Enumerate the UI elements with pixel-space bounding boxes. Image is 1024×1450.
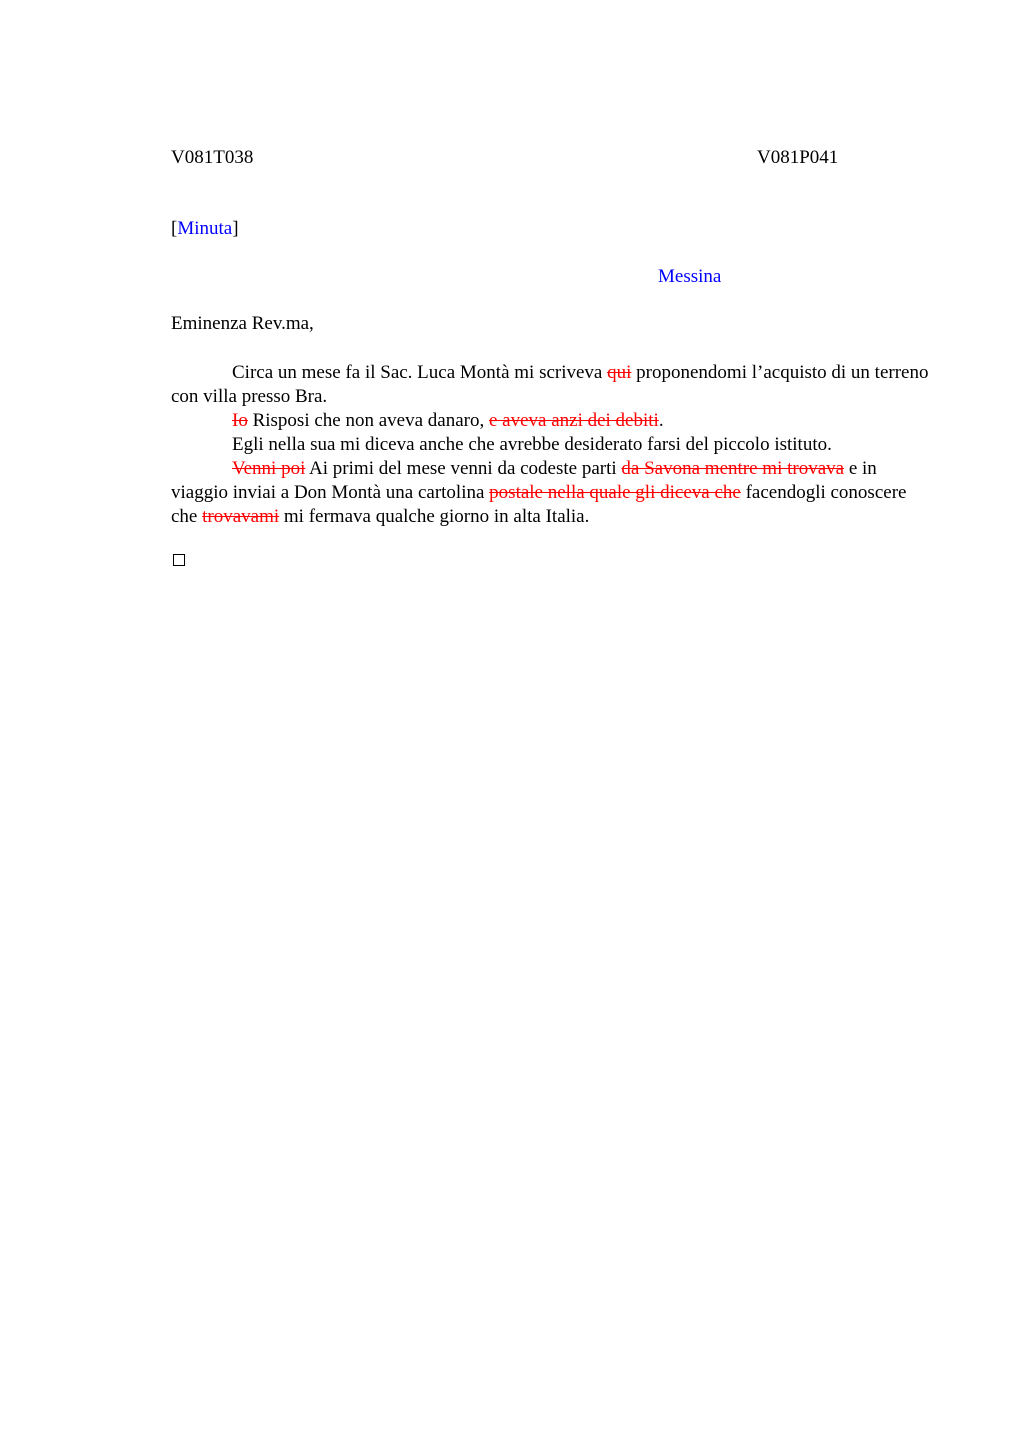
text-segment: Ai primi del mese venni da codeste parti [305, 458, 622, 479]
place-name: Messina [658, 266, 722, 287]
deleted-text: Venni poi [232, 458, 306, 479]
text-segment: . [658, 410, 664, 431]
deleted-text: Io [232, 410, 248, 431]
text-segment: mi fermava qualche giorno in alta Italia. [279, 506, 590, 527]
text-segment: Egli nella sua mi diceva anche che avrebbe desiderato farsi del piccolo istituto. [232, 434, 832, 455]
close-bracket: ] [232, 218, 239, 239]
paragraph-3 [171, 433, 931, 457]
document-type [171, 218, 239, 240]
text-segment: Circa un mese fa il Sac. Luca Montà mi scriveva [232, 362, 608, 383]
document-code-right: V081P041 [757, 147, 839, 168]
paragraph-2 [171, 409, 931, 433]
text-segment: e in viaggio inviai a Don Montà una cartolina [171, 458, 877, 503]
paragraph-1 [171, 361, 931, 409]
deleted-text: trovavami [202, 506, 280, 527]
checkbox-square-icon [173, 554, 185, 566]
text-segment: Risposi che non aveva danaro, [247, 410, 489, 431]
text-segment: facendogli conoscere che [171, 482, 907, 527]
letter-body [171, 361, 931, 529]
open-bracket: [ [171, 218, 178, 239]
deleted-text: e aveva anzi dei debiti [488, 410, 659, 431]
deleted-text: qui [607, 362, 632, 383]
paragraph-4 [171, 457, 931, 529]
deleted-text: da Savona mentre mi trovava [621, 458, 845, 479]
document-code-left: V081T038 [171, 147, 254, 168]
text-segment: proponendomi l’acquisto di un terreno con villa presso Bra. [171, 362, 929, 407]
salutation: Eminenza Rev.ma, [171, 313, 314, 334]
deleted-text: postale nella quale gli diceva che [489, 482, 741, 503]
document-type-label: Minuta [177, 218, 233, 239]
